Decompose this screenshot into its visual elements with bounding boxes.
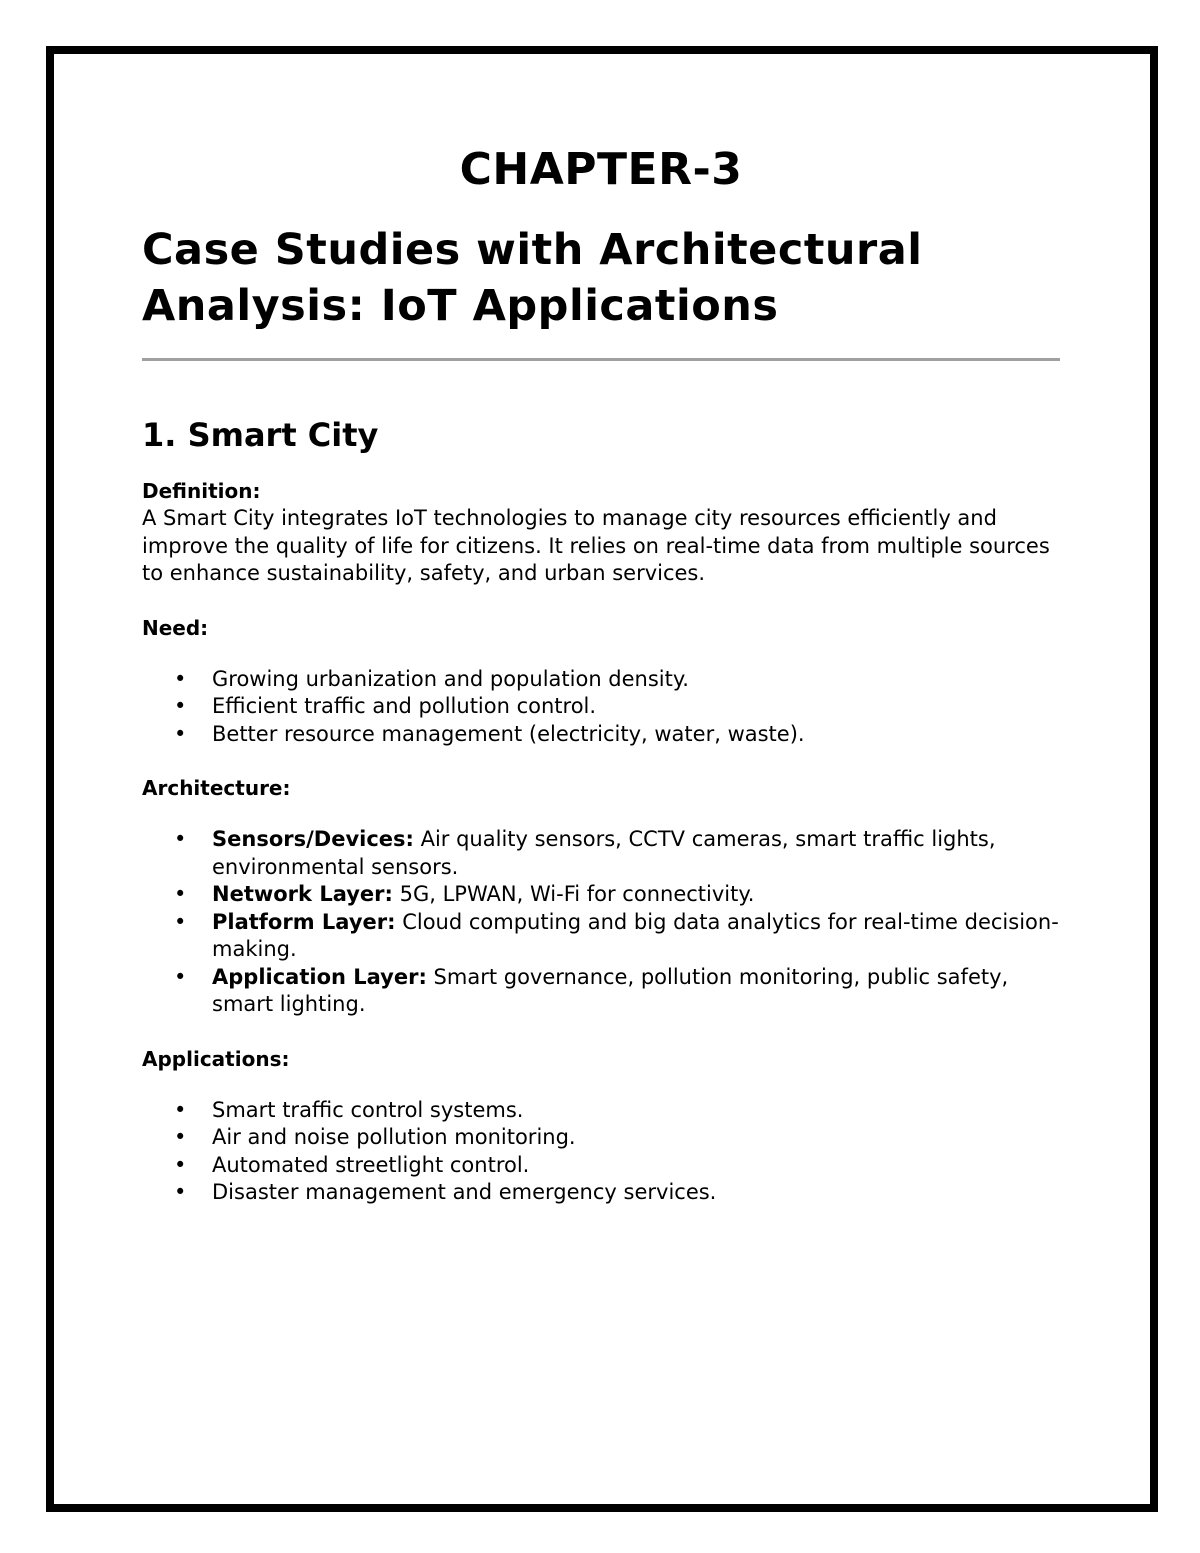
list-item (142, 721, 1060, 749)
list-item (142, 1124, 1060, 1152)
list-item (142, 1152, 1060, 1180)
applications-block (142, 1045, 1060, 1207)
bullet-icon: • (174, 964, 187, 989)
bullet-icon: • (174, 909, 187, 934)
bullet-icon: • (174, 1125, 187, 1149)
applications-label: Applications: (142, 1046, 290, 1071)
list-item (142, 693, 1060, 721)
applications-list (142, 1097, 1060, 1207)
definition-block (142, 477, 1060, 588)
list-item-text: Disaster management and emergency services. (212, 1180, 717, 1204)
list-item-text: Air and noise pollution monitoring. (212, 1125, 576, 1149)
bullet-icon: • (174, 694, 187, 718)
need-label: Need: (142, 615, 209, 640)
list-item (142, 1179, 1060, 1207)
list-item-text: 5G, LPWAN, Wi-Fi for connectivity. (392, 882, 755, 906)
list-item (142, 964, 1060, 1019)
list-item-text: Growing urbanization and population density. (212, 666, 689, 691)
need-block (142, 614, 1060, 749)
list-item-text: Cloud computing and big data analytics for real-time decision-making. (212, 909, 1059, 961)
chapter-number: CHAPTER-3 (459, 144, 743, 195)
bullet-icon: • (174, 882, 187, 906)
bullet-icon: • (174, 666, 187, 691)
list-item-term: Application Layer: (212, 964, 427, 989)
architecture-list (142, 826, 1060, 1019)
bullet-icon: • (174, 827, 187, 851)
bullet-icon: • (174, 1152, 187, 1177)
bullet-icon: • (174, 1097, 187, 1122)
architecture-label: Architecture: (142, 776, 291, 800)
list-item-text: Smart traffic control systems. (212, 1097, 524, 1122)
list-item-text: Better resource management (electricity, water, waste). (212, 721, 805, 746)
definition-text: A Smart City integrates IoT technologies to manage city resources efficiently and improve the quality of life for citizens. It relies on real-time data from multiple sources to enhance sustainability, safety, and urban services. (142, 506, 1050, 585)
list-item-text: Efficient traffic and pollution control. (212, 694, 597, 718)
list-item (142, 881, 1060, 909)
list-item-text: Automated streetlight control. (212, 1152, 530, 1177)
list-item (142, 666, 1060, 694)
section-heading: 1. Smart City (142, 416, 379, 454)
list-item-text: Smart governance, pollution monitoring, public safety, smart lighting. (212, 964, 1009, 1016)
list-item (142, 826, 1060, 881)
list-item-term: Network Layer: (212, 882, 393, 906)
bullet-icon: • (174, 721, 187, 746)
list-item (142, 909, 1060, 964)
need-list (142, 666, 1060, 749)
list-item-text: Air quality sensors, CCTV cameras, smart traffic lights, environmental sensors. (212, 827, 996, 879)
definition-label: Definition: (142, 479, 261, 503)
title-divider (142, 358, 1060, 361)
list-item (142, 1097, 1060, 1125)
document-body (142, 140, 1060, 1207)
list-item-term: Platform Layer: (212, 909, 396, 934)
architecture-block (142, 774, 1060, 1019)
chapter-title: Case Studies with Architectural Analysis: IoT Applications (142, 225, 923, 331)
bullet-icon: • (174, 1180, 187, 1204)
list-item-term: Sensors/Devices: (212, 827, 414, 851)
